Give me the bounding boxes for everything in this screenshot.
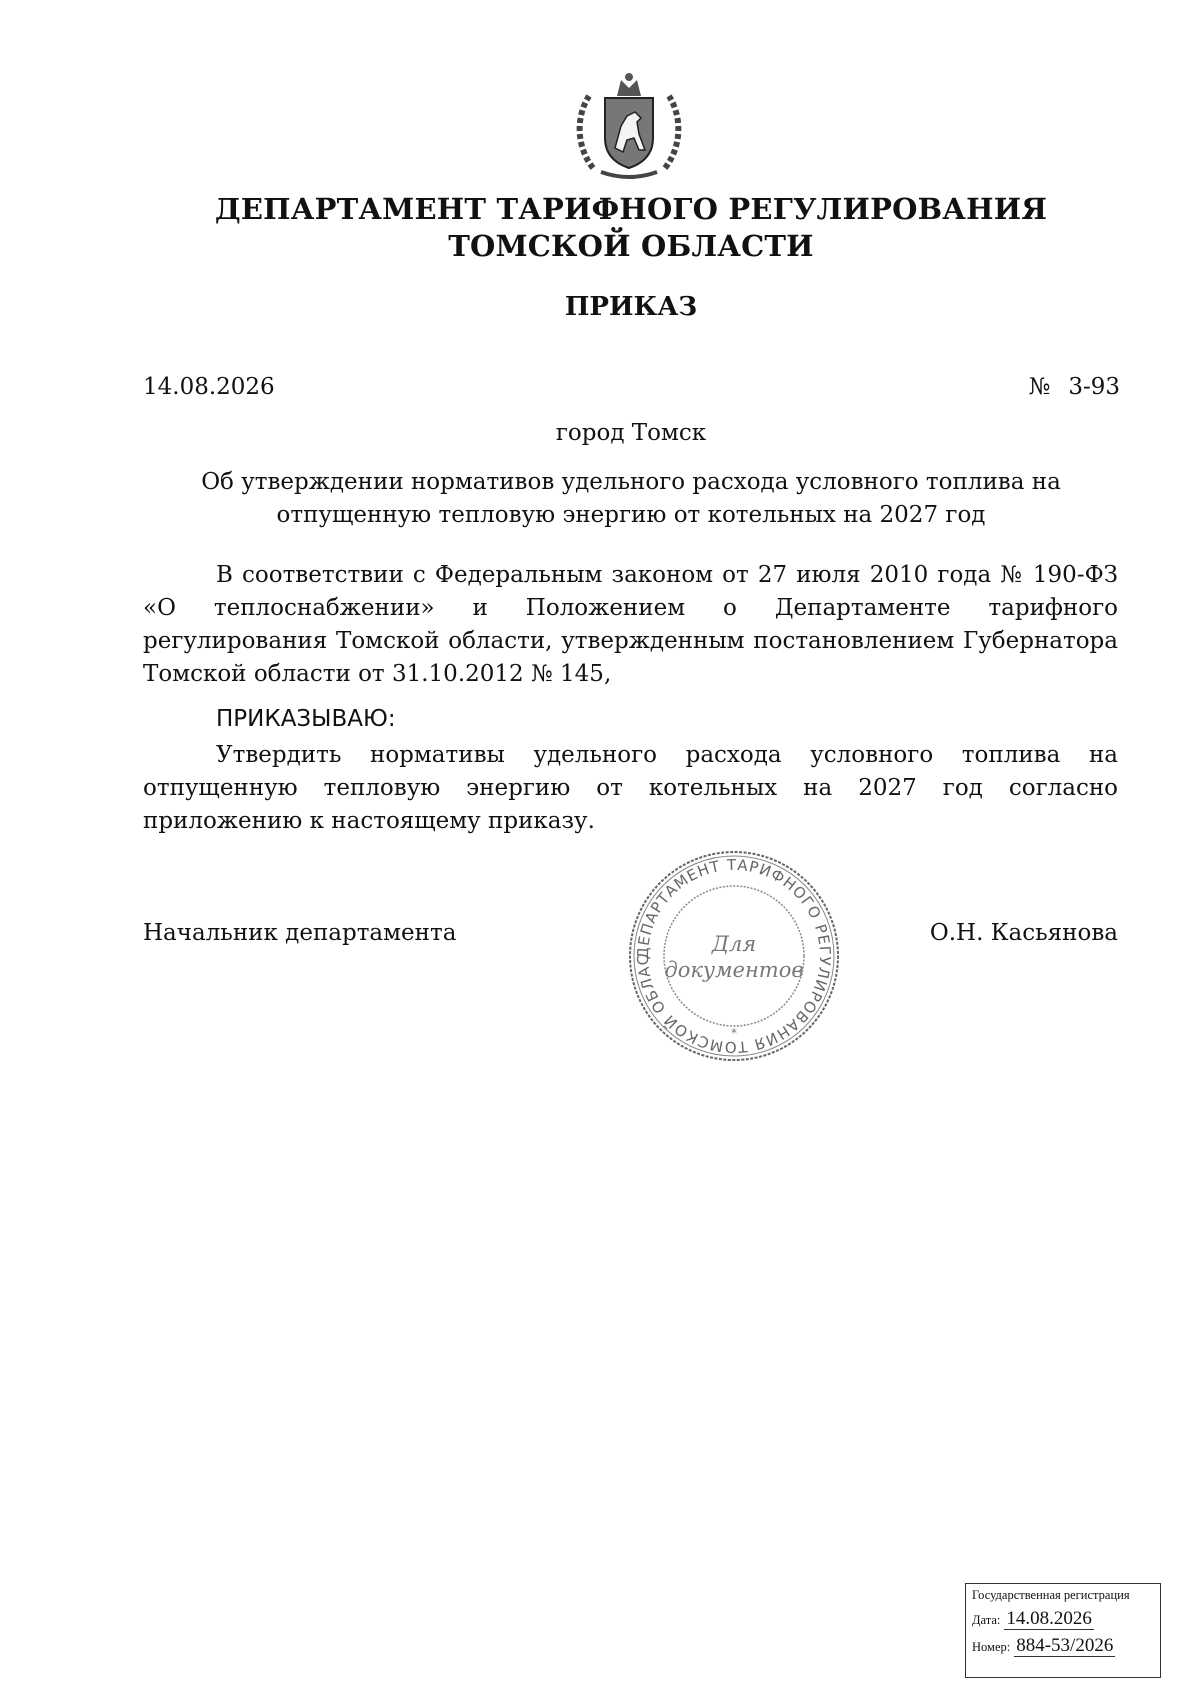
registration-date-value: 14.08.2026 xyxy=(1006,1608,1092,1629)
signer-position: Начальник департамента xyxy=(143,920,457,946)
organization-title-line2: ТОМСКОЙ ОБЛАСТИ xyxy=(448,229,814,263)
organization-title-line1: ДЕПАРТАМЕНТ ТАРИФНОГО РЕГУЛИРОВАНИЯ xyxy=(214,192,1048,226)
document-date: 14.08.2026 xyxy=(143,374,275,400)
preamble-paragraph: В соответствии с Федеральным законом от 27 июля 2010 года № 190-ФЗ «О теплоснабжении» и Положением о Департаменте тарифного регулирования Томской области, утвержденным постановлением Губернатора Томской области от 31.10.2012 № 145, xyxy=(143,562,1118,687)
stamp-outer-text: ДЕПАРТАМЕНТ ТАРИФНОГО РЕГУЛИРОВАНИЯ ТОМСКОЙ ОБЛАС xyxy=(633,855,835,1057)
document-type: ПРИКАЗ xyxy=(564,292,698,322)
order-word: ПРИКАЗЫВАЮ: xyxy=(216,706,396,732)
registration-date-label: Дата: xyxy=(972,1613,1001,1627)
official-seal-icon xyxy=(625,847,843,1065)
signer-name: О.Н. Касьянова xyxy=(929,920,1118,946)
registration-number-label: Номер: xyxy=(972,1640,1011,1654)
number-value: 3-93 xyxy=(1068,374,1120,400)
stamp-inner-line1: Для xyxy=(711,932,757,956)
coat-of-arms-icon xyxy=(571,68,687,182)
registration-number-value: 884-53/2026 xyxy=(1016,1635,1114,1656)
svg-text:*: * xyxy=(731,1026,737,1040)
city: город Томск xyxy=(555,420,707,446)
order-paragraph: Утвердить нормативы удельного расхода условного топлива на отпущенную тепловую энергию от котельных на 2027 год согласно приложению к настоящему приказу. xyxy=(143,742,1118,834)
document-number xyxy=(1029,374,1120,400)
document-subject: Об утверждении нормативов удельного расхода условного топлива на отпущенную тепловую энергию от котельных на 2027 год xyxy=(201,469,1061,528)
registration-title: Государственная регистрация xyxy=(972,1588,1130,1602)
registration-box xyxy=(965,1583,1161,1678)
stamp-inner-line2: документов xyxy=(664,958,804,982)
number-sign: № xyxy=(1028,374,1051,400)
